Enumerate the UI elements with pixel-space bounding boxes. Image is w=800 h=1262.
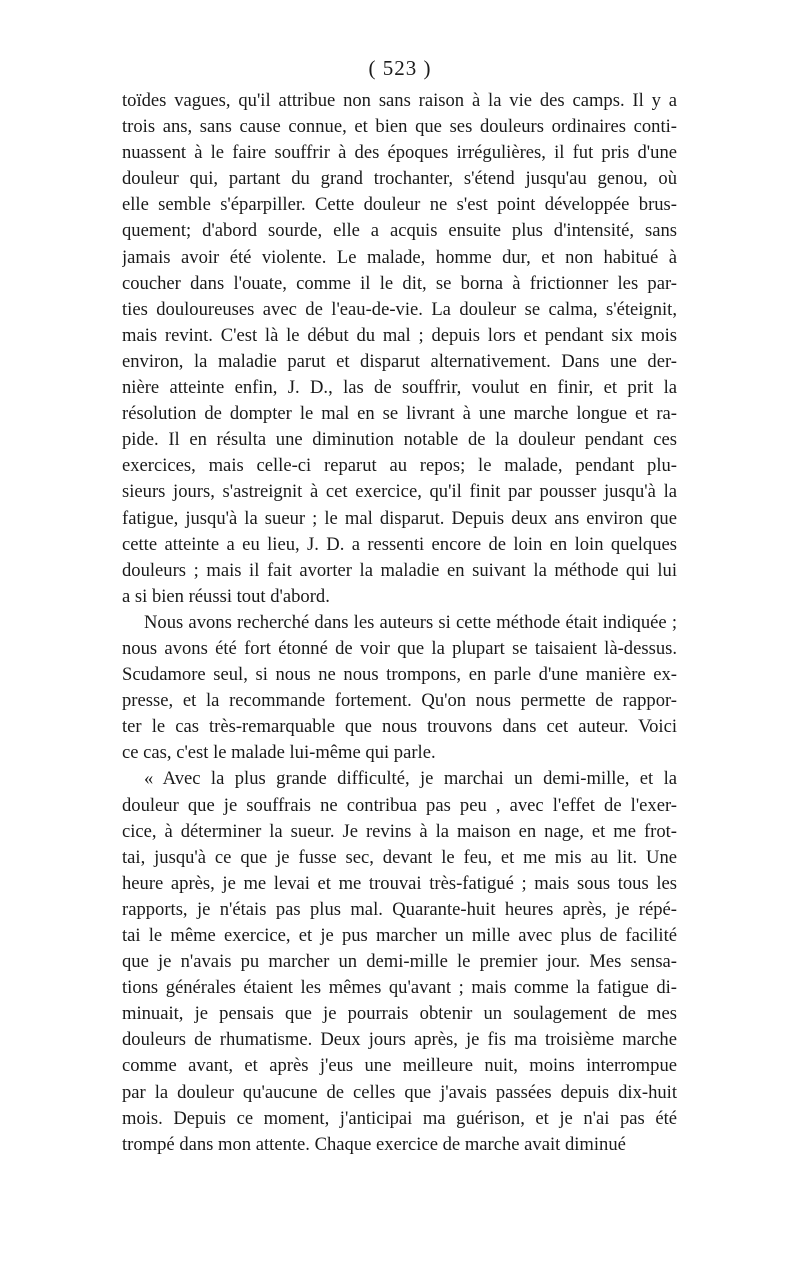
text-line: environ, la maladie parut et disparut alternativement. Dans une der- — [122, 350, 677, 372]
text-line: « Avec la plus grande difficulté, je marchai un demi-mille, et la — [144, 768, 677, 790]
text-line: douleurs ; mais il fait avorter la maladie en suivant la méthode qui lui — [122, 559, 677, 581]
text-line: mais revint. C'est là le début du mal ; depuis lors et pendant six mois — [122, 324, 677, 346]
text-line: minuait, je pensais que je pourrais obtenir un soulagement de mes — [122, 1003, 677, 1025]
text-line: quement; d'abord sourde, elle a acquis ensuite plus d'intensité, sans — [122, 220, 677, 242]
body-text — [122, 88, 677, 1158]
text-line: a si bien réussi tout d'abord. — [122, 585, 330, 607]
text-line: nière atteinte enfin, J. D., las de souffrir, voulut en finir, et prit la — [122, 377, 677, 399]
text-line: douleurs de rhumatisme. Deux jours après, je fis ma troisième marche — [122, 1029, 677, 1051]
text-line: exercices, mais celle-ci reparut au repos; le malade, pendant plu- — [122, 455, 677, 477]
text-line: fatigue, jusqu'à la sueur ; le mal disparut. Depuis deux ans environ que — [122, 507, 677, 529]
text-line: tai le même exercice, et je pus marcher un mille avec plus de facilité — [122, 925, 677, 946]
text-line: douleur que je souffrais ne contribua pas peu , avec l'effet de l'exer- — [122, 794, 677, 816]
text-line: comme avant, et après j'eus une meilleure nuit, moins interrompue — [122, 1055, 677, 1077]
text-line: jamais avoir été violente. Le malade, homme dur, et non habitué à — [122, 246, 677, 268]
text-line: douleur qui, partant du grand trochanter, s'étend jusqu'au genou, où — [122, 168, 677, 190]
text-line: que je n'avais pu marcher un demi-mille le premier jour. Mes sensa- — [122, 951, 677, 973]
text-line: par la douleur qu'aucune de celles que j'avais passées depuis dix-huit — [122, 1081, 677, 1103]
text-line: elle semble s'éparpiller. Cette douleur ne s'est point développée brus- — [122, 194, 677, 216]
page-number: ( 523 ) — [368, 56, 432, 80]
text-line: tai, jusqu'à ce que je fusse sec, devant le feu, et me mis au lit. Une — [122, 846, 677, 868]
text-line: mois. Depuis ce moment, j'anticipai ma guérison, et je n'ai pas été — [122, 1107, 677, 1129]
text-line: ties douloureuses avec de l'eau-de-vie. La douleur se calma, s'éteignit, — [122, 298, 677, 320]
text-line: Scudamore seul, si nous ne nous trompons, en parle d'une manière ex- — [122, 664, 677, 686]
text-line: presse, et la recommande fortement. Qu'on nous permette de rappor- — [122, 690, 677, 712]
text-line: cette atteinte a eu lieu, J. D. a ressenti encore de loin en loin quelques — [122, 533, 677, 555]
text-line: ter le cas très-remarquable que nous trouvons dans cet auteur. Voici — [122, 716, 677, 738]
text-line: toïdes vagues, qu'il attribue non sans raison à la vie des camps. Il y a — [122, 90, 677, 111]
text-line: tions générales étaient les mêmes qu'avant ; mais comme la fatigue di- — [122, 977, 677, 999]
text-line: Nous avons recherché dans les auteurs si cette méthode était indiquée ; — [144, 611, 677, 633]
text-line: sieurs jours, s'astreignit à cet exercice, qu'il finit par pousser jusqu'à la — [122, 481, 677, 503]
text-line: rapports, je n'étais pas plus mal. Quarante-huit heures après, je répé- — [122, 898, 677, 920]
text-line: nous avons été fort étonné de voir que la plupart se taisaient là-dessus. — [122, 637, 677, 659]
text-line: trompé dans mon attente. Chaque exercice de marche avait diminué — [122, 1133, 626, 1155]
text-line: pide. Il en résulta une diminution notable de la douleur pendant ces — [122, 429, 677, 451]
text-line: heure après, je me levai et me trouvai très-fatigué ; mais sous tous les — [122, 872, 677, 894]
text-line: cice, à déterminer la sueur. Je revins à la maison en nage, et me frot- — [122, 820, 677, 842]
text-line: trois ans, sans cause connue, et bien que ses douleurs ordinaires conti- — [122, 116, 677, 138]
text-line: résolution de dompter le mal en se livrant à une marche longue et ra- — [122, 403, 677, 425]
text-line: nuassent à le faire souffrir à des époques irrégulières, il fut pris d'une — [122, 142, 677, 164]
text-line: ce cas, c'est le malade lui-même qui parle. — [122, 742, 436, 764]
text-line: coucher dans l'ouate, comme il le dit, se borna à frictionner les par- — [122, 272, 677, 294]
